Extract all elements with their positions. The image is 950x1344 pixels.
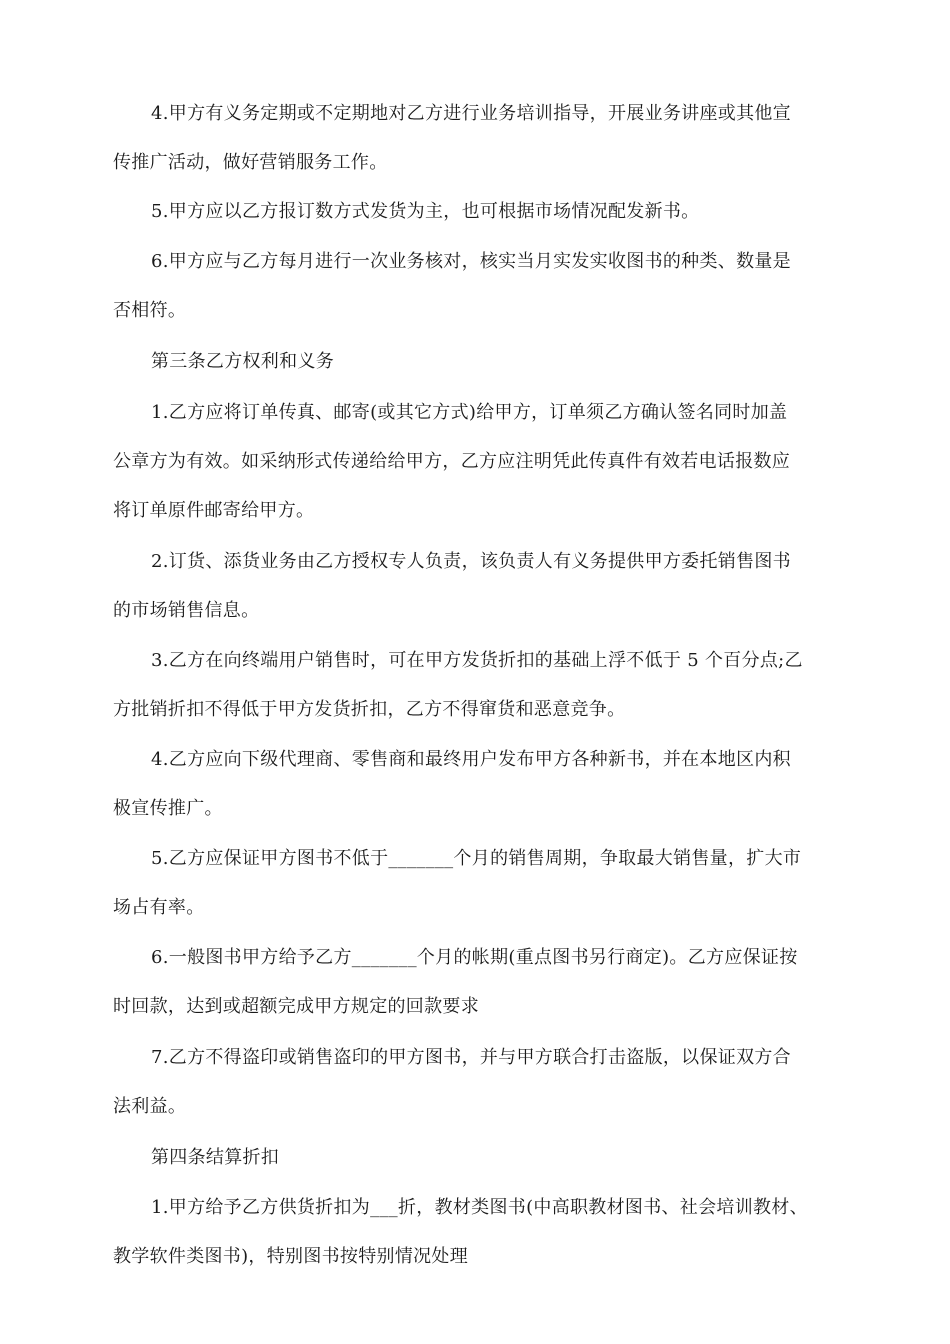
section-heading-4 <box>113 1133 843 1182</box>
text-line: 第四条结算折扣 <box>151 1147 280 1168</box>
text-line: 4.甲方有义务定期或不定期地对乙方进行业务培训指导，开展业务讲座或其他宣 <box>151 103 791 124</box>
section-heading-3 <box>113 337 843 386</box>
paragraph-3-3 <box>113 636 843 734</box>
text-line: 否相符。 <box>113 300 187 321</box>
text-line: 方批销折扣不得低于甲方发货折扣，乙方不得窜货和恶意竞争。 <box>113 699 626 720</box>
text-line: 第三条乙方权利和义务 <box>151 351 334 372</box>
text-line: 2.订货、添货业务由乙方授权专人负责，该负责人有义务提供甲方委托销售图书 <box>151 551 791 572</box>
text-line: 7.乙方不得盗印或销售盗印的甲方图书，并与甲方联合打击盗版，以保证双方合 <box>151 1047 791 1068</box>
text-line: 1.乙方应将订单传真、邮寄(或其它方式)给甲方，订单须乙方确认签名同时加盖 <box>151 402 788 423</box>
paragraph-3-1 <box>113 388 843 535</box>
text-line: 法利益。 <box>113 1096 187 1117</box>
text-line: 极宣传推广。 <box>113 798 223 819</box>
text-line: 的市场销售信息。 <box>113 600 260 621</box>
text-line: 1.甲方给予乙方供货折扣为___折，教材类图书(中高职教材图书、社会培训教材、 <box>151 1197 808 1218</box>
paragraph-1-5 <box>113 187 843 236</box>
text-line: 传推广活动，做好营销服务工作。 <box>113 152 388 173</box>
text-line: 5.乙方应保证甲方图书不低于_______个月的销售周期，争取最大销售量，扩大市 <box>151 848 802 869</box>
text-line: 时回款，达到或超额完成甲方规定的回款要求 <box>113 996 479 1017</box>
paragraph-3-7 <box>113 1033 843 1131</box>
paragraph-3-5 <box>113 834 843 932</box>
text-line: 4.乙方应向下级代理商、零售商和最终用户发布甲方各种新书，并在本地区内积 <box>151 749 791 770</box>
text-line: 将订单原件邮寄给甲方。 <box>113 500 315 521</box>
paragraph-3-2 <box>113 537 843 635</box>
text-line: 3.乙方在向终端用户销售时，可在甲方发货折扣的基础上浮不低于 5 个百分点;乙 <box>151 650 803 671</box>
text-line: 场占有率。 <box>113 897 205 918</box>
text-line: 公章方为有效。如采纳形式传递给给甲方，乙方应注明凭此传真件有效若电话报数应 <box>113 451 791 472</box>
text-line: 6.一般图书甲方给予乙方_______个月的帐期(重点图书另行商定)。乙方应保证按 <box>151 947 798 968</box>
paragraph-3-4 <box>113 735 843 833</box>
text-line: 教学软件类图书)，特别图书按特别情况处理 <box>113 1246 469 1267</box>
paragraph-4-1 <box>113 1183 843 1281</box>
paragraph-1-4 <box>113 89 843 187</box>
paragraph-1-6 <box>113 237 843 335</box>
text-line: 6.甲方应与乙方每月进行一次业务核对，核实当月实发实收图书的种类、数量是 <box>151 251 791 272</box>
text-line: 5.甲方应以乙方报订数方式发货为主，也可根据市场情况配发新书。 <box>151 201 700 222</box>
paragraph-3-6 <box>113 933 843 1031</box>
